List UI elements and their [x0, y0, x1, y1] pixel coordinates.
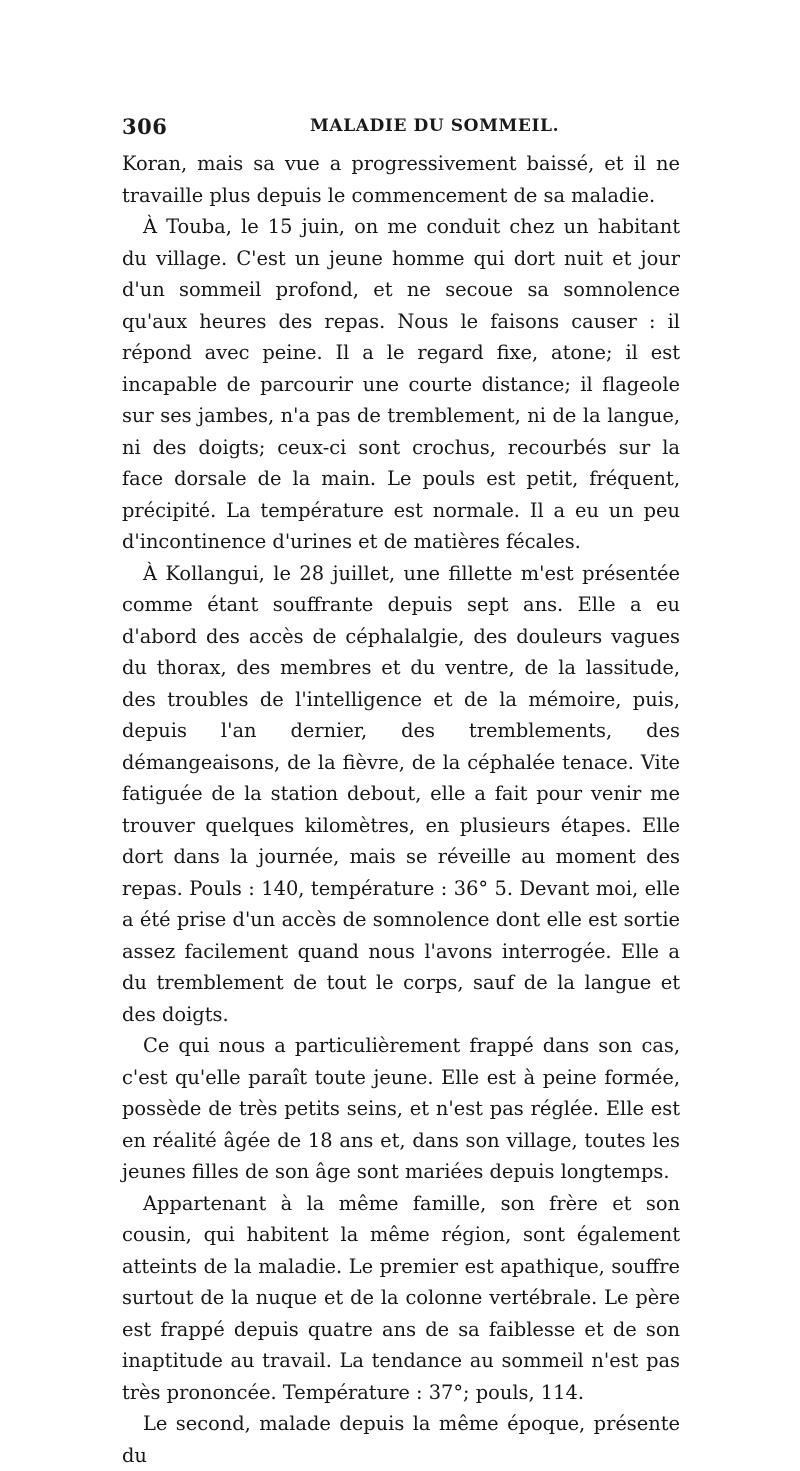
page-header	[122, 114, 677, 140]
paragraph: Appartenant à la même famille, son frère et son cousin, qui habitent la même région, sont également atteints de la maladie. Le premier est apathique, souffre surtout de la nuque et de la colonne vertébrale. Le père est frappé depuis quatre ans de sa faiblesse et de son inaptitude au travail. La tendance au sommeil n'est pas très prononcée. Température : 37°; pouls, 114.	[122, 1191, 680, 1404]
paragraph: À Touba, le 15 juin, on me conduit chez un habitant du village. C'est un jeune homme qui dort nuit et jour d'un sommeil profond, et ne secoue sa somnolence qu'aux heures des repas. Nous le faisons causer : il répond avec peine. Il a le regard fixe, atone; il est incapable de parcourir une courte distance; il flageole sur ses jambes, n'a pas de tremblement, ni de la langue, ni des doigts; ceux-ci sont crochus, recourbés sur la face dorsale de la main. Le pouls est petit, fréquent, précipité. La température est normale. Il a eu un peu d'incontinence d'urines et de matières fécales.	[122, 215, 680, 553]
paragraph: Koran, mais sa vue a progressivement baissé, et il ne travaille plus depuis le commencement de sa maladie.	[122, 152, 680, 207]
paragraph: Ce qui nous a particulièrement frappé dans son cas, c'est qu'elle paraît toute jeune. Elle est à peine formée, possède de très petits seins, et n'est pas réglée. Elle est en réalité âgée de 18 ans et, dans son village, toutes les jeunes filles de son âge sont mariées depuis longtemps.	[122, 1034, 680, 1183]
body-text	[122, 148, 680, 1471]
paragraph: À Kollangui, le 28 juillet, une fillette m'est présentée comme étant souffrante depuis sept ans. Elle a eu d'abord des accès de céphalalgie, des douleurs vagues du thorax, des membres et du ventre, de la lassitude, des troubles de l'intelligence et de la mémoire, puis, depuis l'an dernier, des tremblements, des démangeaisons, de la fièvre, de la céphalée tenace. Vite fatiguée de la station debout, elle a fait pour venir me trouver quelques kilomètres, en plusieurs étapes. Elle dort dans la journée, mais se réveille au moment des repas. Pouls : 140, température : 36° 5. Devant moi, elle a été prise d'un accès de somnolence dont elle est sortie assez facilement quand nous l'avons interrogée. Elle a du tremblement de tout le corps, sauf de la langue et des doigts.	[122, 561, 680, 1026]
paragraph: Le second, malade depuis la même époque, présente du	[122, 1412, 680, 1467]
running-title: MALADIE DU SOMMEIL.	[310, 116, 560, 136]
page-number: 306	[122, 114, 168, 139]
